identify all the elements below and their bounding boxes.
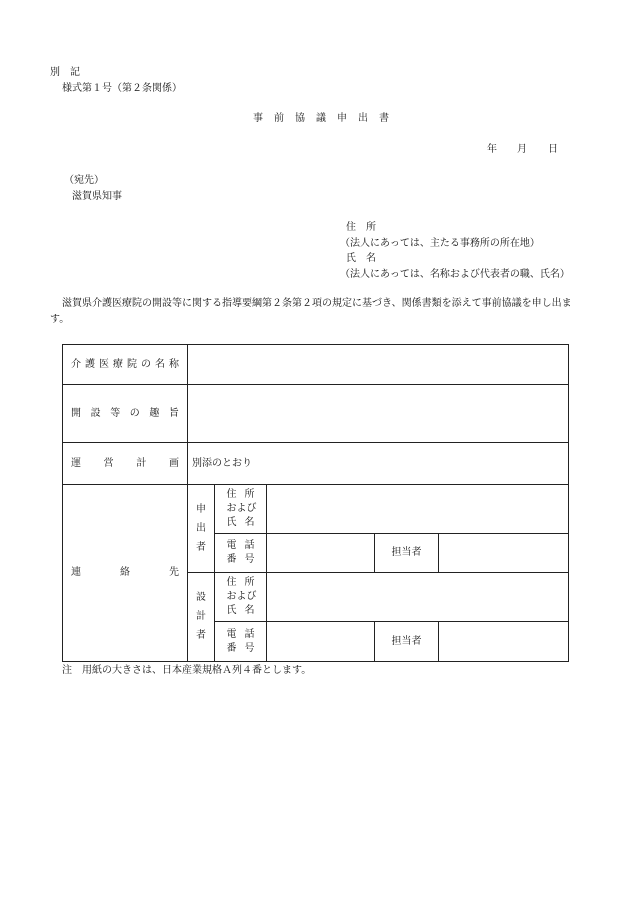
facility-name-field[interactable] (188, 345, 569, 385)
date-year: 年 (487, 144, 497, 155)
body-text: 滋賀県介護医療院の開設等に関する指導要綱第２条第２項の規定に基づき、関係書類を添えて事前協議を申し出ます。 (50, 298, 572, 325)
address-note: （法人にあっては、主たる事務所の所在地） (340, 238, 540, 249)
address-label: 住 所 (346, 222, 376, 233)
name-note: （法人にあっては、名称および代表者の職、氏名） (340, 269, 570, 280)
designer-label: 設 計 者 (188, 573, 215, 662)
applicant-phone-field[interactable] (267, 534, 375, 573)
title-char: 前 (274, 113, 284, 124)
name-label: 氏 名 (346, 253, 376, 264)
document-title (253, 114, 389, 124)
contact-label: 連 絡 先 (63, 485, 188, 662)
designer-contact-person-label: 担当者 (375, 622, 439, 662)
table-row (63, 345, 569, 385)
footnote: 注 用紙の大きさは、日本産業規格Ａ列４番とします。 (62, 665, 312, 676)
designer-address-label: 住 所 お よ び 氏 名 (215, 573, 267, 622)
addressee-name: 滋賀県知事 (72, 191, 122, 202)
date-day: 日 (548, 144, 558, 155)
designer-contact-person-field[interactable] (439, 622, 569, 662)
date-month: 月 (517, 144, 527, 155)
designer-phone-field[interactable] (267, 622, 375, 662)
addressee-label: （宛先） (64, 175, 104, 186)
table-row (63, 385, 569, 443)
title-char: 議 (316, 113, 326, 124)
form-number: 様式第１号（第２条関係） (62, 83, 182, 94)
designer-phone-label: 電 話 番 号 (215, 622, 267, 662)
title-char: 事 (253, 113, 263, 124)
application-table (62, 344, 569, 662)
annex-label: 別 記 (50, 67, 80, 78)
table-row (63, 485, 569, 534)
designer-address-field[interactable] (267, 573, 569, 622)
applicant-label: 申 出 者 (188, 485, 215, 573)
applicant-contact-person-label: 担当者 (375, 534, 439, 573)
facility-name-label: 介 護 医 療 院 の 名 称 (63, 345, 188, 385)
applicant-phone-label: 電 話 番 号 (215, 534, 267, 573)
title-char: 書 (379, 113, 389, 124)
purpose-label: 開 設 等 の 趣 旨 (63, 385, 188, 443)
table-row (63, 443, 569, 485)
plan-value: 別添のとおり (188, 443, 569, 485)
plan-label: 運 営 計 画 (63, 443, 188, 485)
applicant-address-field[interactable] (267, 485, 569, 534)
purpose-field[interactable] (188, 385, 569, 443)
applicant-address-label: 住 所 お よ び 氏 名 (215, 485, 267, 534)
title-char: 出 (358, 113, 368, 124)
applicant-contact-person-field[interactable] (439, 534, 569, 573)
title-char: 協 (295, 113, 305, 124)
title-char: 申 (337, 113, 347, 124)
